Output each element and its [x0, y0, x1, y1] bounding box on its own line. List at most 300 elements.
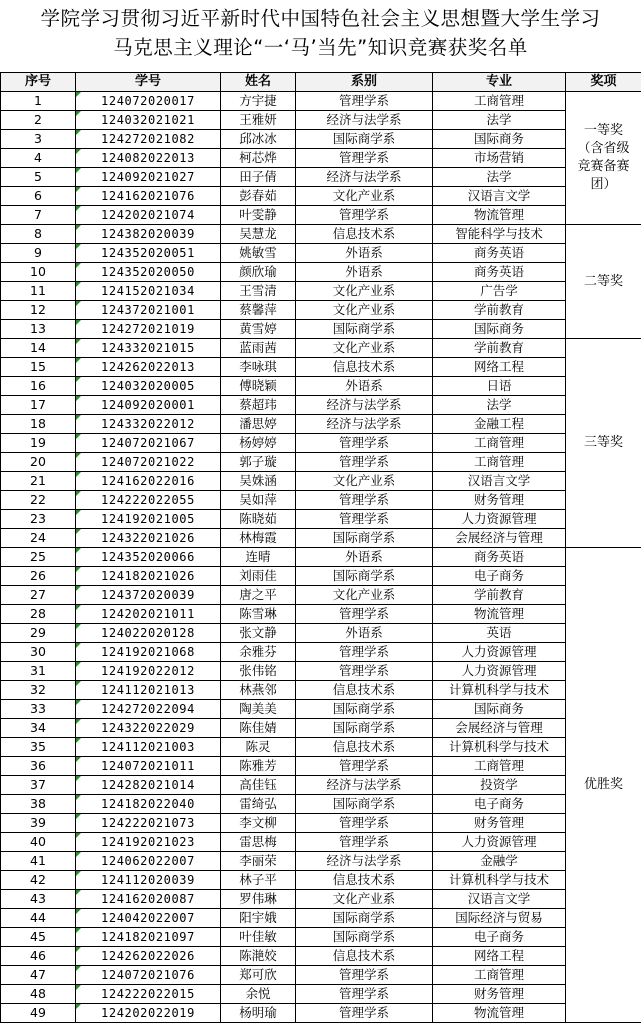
cell-index: 20	[1, 453, 76, 472]
cell-student-id: 124162021076	[76, 187, 221, 206]
cell-name: 刘雨佳	[221, 567, 296, 586]
cell-name: 潘思婷	[221, 415, 296, 434]
cell-name: 李丽荣	[221, 852, 296, 871]
cell-major: 工商管理	[433, 434, 566, 453]
table-row	[1, 567, 641, 586]
cell-name: 彭春茹	[221, 187, 296, 206]
table-row	[1, 377, 641, 396]
cell-department: 信息技术系	[296, 738, 433, 757]
table-row	[1, 510, 641, 529]
table-row	[1, 130, 641, 149]
table-row	[1, 890, 641, 909]
cell-major: 财务管理	[433, 814, 566, 833]
cell-name: 颜欣瑜	[221, 263, 296, 282]
cell-name: 陈滟姣	[221, 947, 296, 966]
cell-index: 6	[1, 187, 76, 206]
cell-major: 工商管理	[433, 757, 566, 776]
cell-index: 24	[1, 529, 76, 548]
cell-department: 文化产业系	[296, 890, 433, 909]
cell-major: 日语	[433, 377, 566, 396]
award-label: 三等奖	[583, 435, 623, 450]
cell-name: 叶佳敏	[221, 928, 296, 947]
cell-student-id: 124382020039	[76, 225, 221, 244]
cell-student-id: 124222022055	[76, 491, 221, 510]
cell-index: 28	[1, 605, 76, 624]
table-row	[1, 852, 641, 871]
cell-major: 学前教育	[433, 586, 566, 605]
table-row	[1, 168, 641, 187]
cell-student-id: 124192021005	[76, 510, 221, 529]
cell-department: 管理学系	[296, 833, 433, 852]
cell-major: 财务管理	[433, 985, 566, 1004]
cell-index: 36	[1, 757, 76, 776]
cell-student-id: 124072021011	[76, 757, 221, 776]
cell-award	[566, 339, 641, 548]
title-line-1: 学院学习贯彻习近平新时代中国特色社会主义思想暨大学生学习	[40, 7, 601, 30]
table-row	[1, 909, 641, 928]
table-row	[1, 434, 641, 453]
table-row	[1, 491, 641, 510]
table-row	[1, 301, 641, 320]
table-body	[1, 92, 641, 1023]
cell-index: 49	[1, 1004, 76, 1023]
cell-name: 林燕邻	[221, 681, 296, 700]
cell-major: 金融工程	[433, 415, 566, 434]
document-title	[0, 0, 641, 72]
header-award: 奖项	[566, 73, 641, 92]
cell-major: 人力资源管理	[433, 662, 566, 681]
cell-department: 管理学系	[296, 643, 433, 662]
cell-index: 30	[1, 643, 76, 662]
cell-student-id: 124022020128	[76, 624, 221, 643]
cell-student-id: 124072021076	[76, 966, 221, 985]
cell-index: 14	[1, 339, 76, 358]
cell-student-id: 124262022013	[76, 358, 221, 377]
cell-name: 雷绮弘	[221, 795, 296, 814]
cell-student-id: 124072021067	[76, 434, 221, 453]
cell-name: 陈雅芳	[221, 757, 296, 776]
cell-index: 19	[1, 434, 76, 453]
table-row	[1, 187, 641, 206]
cell-major: 法学	[433, 396, 566, 415]
cell-index: 34	[1, 719, 76, 738]
cell-student-id: 124332022012	[76, 415, 221, 434]
table-row	[1, 453, 641, 472]
cell-major: 财务管理	[433, 491, 566, 510]
cell-index: 2	[1, 111, 76, 130]
cell-name: 王雪清	[221, 282, 296, 301]
cell-student-id: 124202022019	[76, 1004, 221, 1023]
table-row	[1, 92, 641, 111]
cell-department: 信息技术系	[296, 947, 433, 966]
cell-department: 文化产业系	[296, 301, 433, 320]
cell-major: 商务英语	[433, 263, 566, 282]
award-label: 二等奖	[583, 273, 623, 289]
cell-index: 16	[1, 377, 76, 396]
cell-major: 电子商务	[433, 928, 566, 947]
table-row	[1, 472, 641, 491]
cell-major: 人力资源管理	[433, 833, 566, 852]
cell-index: 45	[1, 928, 76, 947]
cell-major: 汉语言文学	[433, 187, 566, 206]
cell-index: 26	[1, 567, 76, 586]
cell-department: 管理学系	[296, 453, 433, 472]
cell-department: 国际商学系	[296, 719, 433, 738]
table-row	[1, 320, 641, 339]
table-row	[1, 244, 641, 263]
cell-student-id: 124112021013	[76, 681, 221, 700]
cell-department: 国际商学系	[296, 320, 433, 339]
cell-index: 12	[1, 301, 76, 320]
cell-name: 柯芯烨	[221, 149, 296, 168]
cell-name: 叶雯静	[221, 206, 296, 225]
cell-major: 国际商务	[433, 320, 566, 339]
cell-student-id: 124152021034	[76, 282, 221, 301]
cell-department: 管理学系	[296, 662, 433, 681]
table-row	[1, 339, 641, 358]
cell-department: 管理学系	[296, 605, 433, 624]
cell-name: 吴如萍	[221, 491, 296, 510]
table-row	[1, 624, 641, 643]
cell-student-id: 124182021026	[76, 567, 221, 586]
cell-index: 27	[1, 586, 76, 605]
cell-name: 余雅芬	[221, 643, 296, 662]
cell-student-id: 124272022094	[76, 700, 221, 719]
cell-student-id: 124182022040	[76, 795, 221, 814]
cell-index: 31	[1, 662, 76, 681]
cell-student-id: 124192021068	[76, 643, 221, 662]
cell-name: 杨婷婷	[221, 434, 296, 453]
title-line-2: 马克思主义理论“一‘马’当先”知识竞赛获奖名单	[113, 36, 528, 59]
cell-name: 陶美美	[221, 700, 296, 719]
table-row	[1, 833, 641, 852]
cell-department: 管理学系	[296, 149, 433, 168]
cell-major: 法学	[433, 168, 566, 187]
cell-name: 陈晓茹	[221, 510, 296, 529]
table-row	[1, 206, 641, 225]
table-row	[1, 871, 641, 890]
cell-index: 32	[1, 681, 76, 700]
cell-major: 计算机科学与技术	[433, 681, 566, 700]
cell-department: 经济与法学系	[296, 168, 433, 187]
cell-name: 姚敏雪	[221, 244, 296, 263]
cell-department: 文化产业系	[296, 586, 433, 605]
cell-index: 11	[1, 282, 76, 301]
cell-major: 计算机科学与技术	[433, 738, 566, 757]
header-index: 序号	[1, 73, 76, 92]
cell-department: 国际商学系	[296, 130, 433, 149]
cell-student-id: 124082022013	[76, 149, 221, 168]
table-row	[1, 947, 641, 966]
cell-index: 41	[1, 852, 76, 871]
table-row	[1, 358, 641, 377]
cell-index: 46	[1, 947, 76, 966]
cell-major: 智能科学与技术	[433, 225, 566, 244]
cell-index: 38	[1, 795, 76, 814]
cell-major: 市场营销	[433, 149, 566, 168]
cell-major: 法学	[433, 111, 566, 130]
cell-major: 工商管理	[433, 453, 566, 472]
cell-name: 郭子璇	[221, 453, 296, 472]
cell-student-id: 124072020017	[76, 92, 221, 111]
cell-name: 王雅妍	[221, 111, 296, 130]
cell-name: 连晴	[221, 548, 296, 567]
cell-department: 外语系	[296, 244, 433, 263]
cell-department: 文化产业系	[296, 339, 433, 358]
cell-name: 陈佳婧	[221, 719, 296, 738]
cell-name: 阳宇娥	[221, 909, 296, 928]
table-row	[1, 776, 641, 795]
cell-major: 商务英语	[433, 244, 566, 263]
cell-student-id: 124282021014	[76, 776, 221, 795]
cell-major: 国际商务	[433, 700, 566, 719]
cell-index: 8	[1, 225, 76, 244]
cell-student-id: 124322021026	[76, 529, 221, 548]
cell-student-id: 124322022029	[76, 719, 221, 738]
cell-major: 学前教育	[433, 339, 566, 358]
cell-index: 47	[1, 966, 76, 985]
cell-major: 电子商务	[433, 567, 566, 586]
cell-index: 40	[1, 833, 76, 852]
cell-department: 文化产业系	[296, 282, 433, 301]
award-label: 一等奖（含省级竞赛备赛团）	[577, 123, 630, 192]
cell-name: 杨明瑜	[221, 1004, 296, 1023]
cell-student-id: 124182021097	[76, 928, 221, 947]
cell-major: 商务英语	[433, 548, 566, 567]
cell-department: 国际商学系	[296, 529, 433, 548]
cell-index: 25	[1, 548, 76, 567]
cell-index: 22	[1, 491, 76, 510]
cell-department: 文化产业系	[296, 472, 433, 491]
table-row	[1, 225, 641, 244]
cell-index: 18	[1, 415, 76, 434]
cell-department: 管理学系	[296, 491, 433, 510]
cell-student-id: 124262022026	[76, 947, 221, 966]
table-row	[1, 643, 641, 662]
cell-student-id: 124112020039	[76, 871, 221, 890]
table-row	[1, 396, 641, 415]
cell-major: 国际经济与贸易	[433, 909, 566, 928]
cell-major: 广告学	[433, 282, 566, 301]
cell-name: 张文静	[221, 624, 296, 643]
cell-name: 罗伟琳	[221, 890, 296, 909]
cell-student-id: 124202021074	[76, 206, 221, 225]
cell-name: 吴慧龙	[221, 225, 296, 244]
cell-student-id: 124332021015	[76, 339, 221, 358]
cell-name: 陈雪琳	[221, 605, 296, 624]
cell-index: 1	[1, 92, 76, 111]
table-row	[1, 928, 641, 947]
cell-department: 管理学系	[296, 434, 433, 453]
cell-index: 21	[1, 472, 76, 491]
cell-department: 信息技术系	[296, 225, 433, 244]
cell-name: 李咏琪	[221, 358, 296, 377]
cell-department: 管理学系	[296, 757, 433, 776]
cell-index: 13	[1, 320, 76, 339]
cell-name: 雷思梅	[221, 833, 296, 852]
table-row	[1, 700, 641, 719]
cell-index: 37	[1, 776, 76, 795]
cell-department: 外语系	[296, 377, 433, 396]
cell-index: 39	[1, 814, 76, 833]
cell-name: 蔡超玮	[221, 396, 296, 415]
cell-index: 5	[1, 168, 76, 187]
cell-department: 信息技术系	[296, 681, 433, 700]
cell-student-id: 124352020051	[76, 244, 221, 263]
cell-department: 经济与法学系	[296, 852, 433, 871]
cell-major: 会展经济与管理	[433, 719, 566, 738]
cell-major: 工商管理	[433, 966, 566, 985]
cell-name: 余悦	[221, 985, 296, 1004]
cell-department: 文化产业系	[296, 187, 433, 206]
cell-department: 管理学系	[296, 985, 433, 1004]
cell-department: 外语系	[296, 548, 433, 567]
cell-department: 国际商学系	[296, 795, 433, 814]
cell-index: 15	[1, 358, 76, 377]
cell-department: 国际商学系	[296, 567, 433, 586]
header-student-id: 学号	[76, 73, 221, 92]
cell-index: 48	[1, 985, 76, 1004]
cell-major: 物流管理	[433, 605, 566, 624]
cell-student-id: 124092020001	[76, 396, 221, 415]
cell-name: 蔡馨萍	[221, 301, 296, 320]
cell-student-id: 124062022007	[76, 852, 221, 871]
cell-name: 傅晓颖	[221, 377, 296, 396]
table-row	[1, 662, 641, 681]
cell-major: 人力资源管理	[433, 510, 566, 529]
cell-department: 外语系	[296, 263, 433, 282]
cell-major: 工商管理	[433, 92, 566, 111]
cell-student-id: 124162022016	[76, 472, 221, 491]
cell-department: 外语系	[296, 624, 433, 643]
cell-name: 蓝雨茜	[221, 339, 296, 358]
table-row	[1, 814, 641, 833]
table-header-row	[1, 73, 641, 92]
cell-index: 9	[1, 244, 76, 263]
cell-major: 网络工程	[433, 947, 566, 966]
table-row	[1, 149, 641, 168]
cell-department: 管理学系	[296, 814, 433, 833]
cell-department: 管理学系	[296, 510, 433, 529]
cell-student-id: 124202021011	[76, 605, 221, 624]
cell-index: 23	[1, 510, 76, 529]
cell-major: 网络工程	[433, 358, 566, 377]
cell-index: 33	[1, 700, 76, 719]
cell-name: 张伟铭	[221, 662, 296, 681]
table-row	[1, 282, 641, 301]
cell-student-id: 124032021021	[76, 111, 221, 130]
cell-index: 42	[1, 871, 76, 890]
cell-department: 管理学系	[296, 92, 433, 111]
cell-name: 唐之平	[221, 586, 296, 605]
table-row	[1, 111, 641, 130]
cell-name: 田子倩	[221, 168, 296, 187]
cell-department: 信息技术系	[296, 358, 433, 377]
cell-index: 7	[1, 206, 76, 225]
cell-major: 投资学	[433, 776, 566, 795]
header-major: 专业	[433, 73, 566, 92]
cell-index: 29	[1, 624, 76, 643]
cell-student-id: 124352020066	[76, 548, 221, 567]
cell-department: 国际商学系	[296, 909, 433, 928]
cell-student-id: 124222021073	[76, 814, 221, 833]
cell-name: 林子平	[221, 871, 296, 890]
cell-name: 林梅霞	[221, 529, 296, 548]
cell-department: 信息技术系	[296, 871, 433, 890]
cell-name: 方宇捷	[221, 92, 296, 111]
cell-department: 经济与法学系	[296, 776, 433, 795]
cell-major: 学前教育	[433, 301, 566, 320]
cell-student-id: 124032020005	[76, 377, 221, 396]
cell-student-id: 124372020039	[76, 586, 221, 605]
cell-major: 物流管理	[433, 1004, 566, 1023]
header-department: 系别	[296, 73, 433, 92]
table-row	[1, 415, 641, 434]
cell-department: 管理学系	[296, 206, 433, 225]
cell-student-id: 124272021082	[76, 130, 221, 149]
cell-award	[566, 225, 641, 339]
cell-student-id: 124072021022	[76, 453, 221, 472]
table-row	[1, 1004, 641, 1023]
table-row	[1, 548, 641, 567]
cell-name: 高佳钰	[221, 776, 296, 795]
cell-name: 黄雪婷	[221, 320, 296, 339]
cell-name: 邱冰冰	[221, 130, 296, 149]
cell-major: 物流管理	[433, 206, 566, 225]
cell-student-id: 124092021027	[76, 168, 221, 187]
header-name: 姓名	[221, 73, 296, 92]
table-row	[1, 605, 641, 624]
table-row	[1, 263, 641, 282]
cell-index: 4	[1, 149, 76, 168]
cell-department: 管理学系	[296, 1004, 433, 1023]
cell-major: 金融学	[433, 852, 566, 871]
award-label: 优胜奖	[583, 777, 623, 792]
cell-name: 吴姝涵	[221, 472, 296, 491]
cell-department: 经济与法学系	[296, 396, 433, 415]
cell-department: 管理学系	[296, 966, 433, 985]
cell-major: 英语	[433, 624, 566, 643]
cell-index: 10	[1, 263, 76, 282]
cell-major: 计算机科学与技术	[433, 871, 566, 890]
table-row	[1, 738, 641, 757]
cell-student-id: 124042022007	[76, 909, 221, 928]
cell-index: 17	[1, 396, 76, 415]
cell-student-id: 124352020050	[76, 263, 221, 282]
cell-major: 会展经济与管理	[433, 529, 566, 548]
cell-student-id: 124272021019	[76, 320, 221, 339]
cell-student-id: 124162020087	[76, 890, 221, 909]
cell-index: 44	[1, 909, 76, 928]
cell-index: 35	[1, 738, 76, 757]
cell-department: 经济与法学系	[296, 415, 433, 434]
cell-major: 国际商务	[433, 130, 566, 149]
cell-name: 李文柳	[221, 814, 296, 833]
cell-student-id: 124372021001	[76, 301, 221, 320]
cell-name: 郑可欣	[221, 966, 296, 985]
table-row	[1, 757, 641, 776]
cell-department: 经济与法学系	[296, 111, 433, 130]
table-row	[1, 586, 641, 605]
award-table	[0, 72, 641, 1023]
table-row	[1, 966, 641, 985]
table-row	[1, 985, 641, 1004]
cell-department: 国际商学系	[296, 700, 433, 719]
cell-student-id: 124112021003	[76, 738, 221, 757]
cell-major: 电子商务	[433, 795, 566, 814]
cell-index: 43	[1, 890, 76, 909]
table-row	[1, 529, 641, 548]
